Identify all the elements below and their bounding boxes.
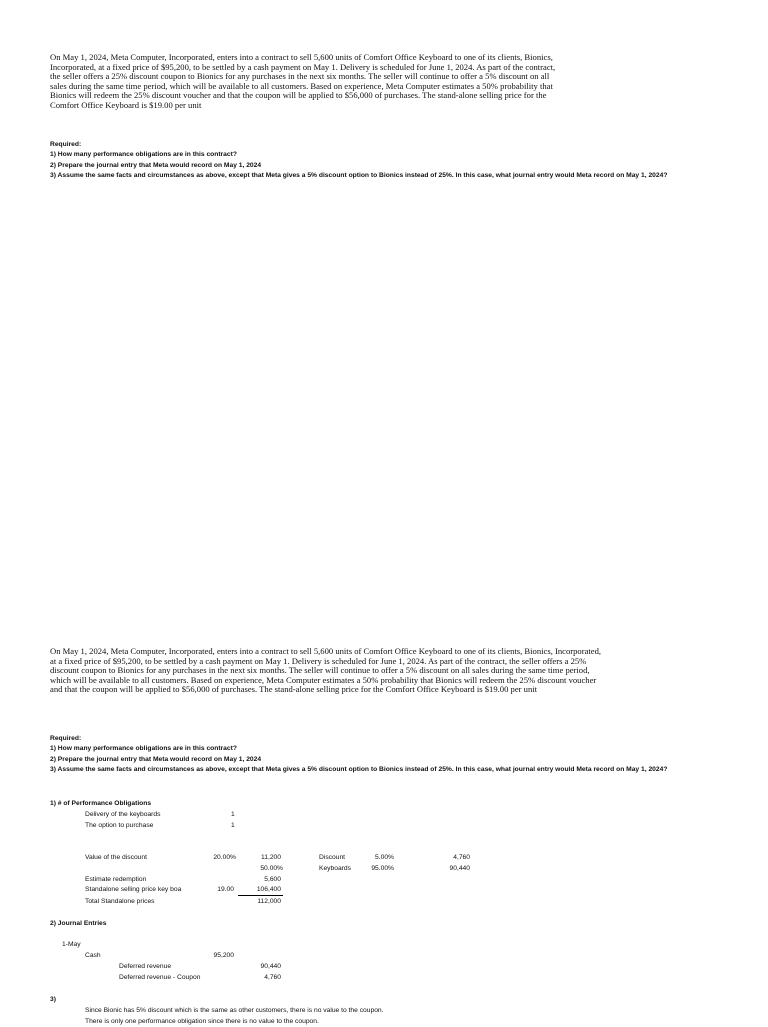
problem-line: On May 1, 2024, Meta Computer, Incorporated, enters into a contract to sell 5,600 units of Comfort Office Keyboard to one of its clients, Bionics, bbox=[50, 52, 553, 62]
question-2: 2) Prepare the journal entry that Meta would record on May 1, 2024 bbox=[50, 755, 262, 763]
problem-line: On May 1, 2024, Meta Computer, Incorporated, enters into a contract to sell 5,600 units of Comfort Office Keyboard to one of its clients, Bionics, Incorporated, bbox=[50, 646, 602, 656]
alloc-discount-label: Discount bbox=[319, 854, 346, 861]
standalone-price: 19.00 bbox=[217, 886, 234, 893]
total-amount: 112,000 bbox=[257, 898, 281, 905]
problem-line: the seller offers a 25% discount coupon to Bionics for any purchases in the next six months. The seller will continue to offer a 5% discount on all bbox=[50, 71, 550, 81]
required-section-top bbox=[50, 140, 667, 181]
required-title: Required: bbox=[50, 141, 82, 148]
deferred-revenue-label: Deferred revenue bbox=[119, 963, 172, 970]
total-label: Total Standalone prices bbox=[85, 898, 155, 905]
deferred-coupon-amount: 4,760 bbox=[264, 974, 281, 981]
problem-line: and that the coupon will be applied to $56,000 of purchases. The stand-alone selling price for the Comfort Office Keyboard is $19.00 per unit bbox=[50, 684, 538, 694]
deferred-revenue-amount: 90,440 bbox=[260, 963, 281, 970]
problem-line: which will be available to all customers. Based on experience, Meta Computer estimates a 50% probability that Bionics will redeem the 25% discount voucher bbox=[50, 674, 597, 685]
alloc-keyboards-amount: 90,440 bbox=[449, 865, 470, 872]
problem-line: sales during the same time period, which will be available to all customers. Based on experience, Meta Computer estimates a 50% probability that bbox=[50, 80, 553, 91]
problem-line: Incorporated, at a fixed price of $95,200, to be settled by a cash payment on May 1. Delivery is scheduled for June 1, 2024. As part of the contract, bbox=[50, 61, 556, 72]
problem-line: Comfort Office Keyboard is $19.00 per unit bbox=[50, 99, 202, 110]
estimate-label: Estimate redemption bbox=[85, 876, 147, 883]
answer1-row2-label: The option to purchase bbox=[85, 822, 154, 829]
answer2-heading: 2) Journal Entries bbox=[50, 920, 107, 927]
required-title: Required: bbox=[50, 735, 82, 742]
value-discount-amount: 11,200 bbox=[261, 854, 281, 861]
estimate-amount: 5,600 bbox=[264, 876, 281, 883]
answer3-heading: 3) bbox=[50, 996, 56, 1003]
alloc-keyboards-label: Keyboards bbox=[319, 865, 351, 872]
problem-line: at a fixed price of $95,200, to be settled by a cash payment on May 1. Delivery is scheduled for June 1, 2024. As part of the contract, the seller offers a 25% bbox=[50, 655, 587, 666]
probability-pct: 50.00% bbox=[260, 865, 283, 872]
deferred-coupon-label: Deferred revenue - Coupon bbox=[119, 974, 201, 981]
answer1-row1-label: Delivery of the keyboards bbox=[85, 811, 161, 818]
problem-line: discount coupon to Bionics for any purchases in the next six months. The seller will continue to offer a 5% discount on all sales during the same time period, bbox=[50, 665, 590, 675]
journal-date: 1-May bbox=[62, 941, 81, 948]
question-2: 2) Prepare the journal entry that Meta would record on May 1, 2024 bbox=[50, 161, 262, 169]
standalone-label: Standalone selling price key boa bbox=[85, 886, 182, 893]
value-discount-pct: 20.00% bbox=[213, 854, 236, 861]
standalone-amount: 106,400 bbox=[238, 885, 283, 896]
value-discount-label: Value of the discount bbox=[85, 854, 147, 861]
question-1: 1) How many performance obligations are in this contract? bbox=[50, 151, 237, 159]
question-3: 3) Assume the same facts and circumstances as above, except that Meta gives a 5% discount option to Bionics instead of 25%. In this case, what journal entry would Meta record on May 1, 2024? bbox=[50, 171, 668, 179]
question-3: 3) Assume the same facts and circumstances as above, except that Meta gives a 5% discount option to Bionics instead of 25%. In this case, what journal entry would Meta record on May 1, 2024? bbox=[50, 765, 668, 773]
answer1-row1-value: 1 bbox=[231, 811, 235, 818]
answer3-line2: There is only one performance obligation since there is no value to the coupon. bbox=[85, 1018, 319, 1025]
alloc-keyboards-pct: 95.00% bbox=[371, 865, 394, 872]
alloc-discount-amount: 4,760 bbox=[453, 854, 470, 861]
question-1: 1) How many performance obligations are in this contract? bbox=[50, 745, 237, 753]
answer3-line1: Since Bionic has 5% discount which is the same as other customers, there is no value to the coupon. bbox=[85, 1007, 384, 1014]
answer1-heading: 1) # of Performance Obligations bbox=[50, 800, 152, 807]
required-section-bottom bbox=[50, 734, 667, 775]
problem-text-top bbox=[50, 53, 555, 110]
problem-text-bottom bbox=[50, 647, 601, 695]
cash-label: Cash bbox=[85, 952, 101, 959]
cash-amount: 95,200 bbox=[213, 952, 234, 959]
alloc-discount-pct: 5.00% bbox=[375, 854, 394, 861]
answer1-row2-value: 1 bbox=[231, 822, 235, 829]
problem-line: Bionics will redeem the 25% discount voucher and that the coupon will be applied to $56,000 of purchases. The stand-alone selling price for the bbox=[50, 90, 547, 100]
